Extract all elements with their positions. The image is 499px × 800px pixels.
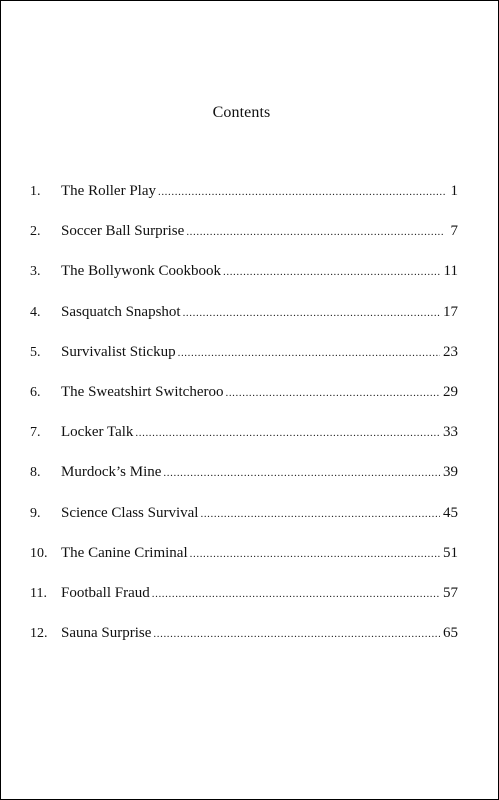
entry-page-number: 1: [450, 183, 458, 199]
entry-title: The Roller Play: [61, 183, 156, 199]
toc-entry: [30, 545, 458, 585]
table-of-contents: [30, 183, 458, 665]
toc-entry: [30, 344, 458, 384]
entry-number: 7.: [30, 425, 41, 441]
entry-title: Locker Talk: [61, 424, 134, 441]
entry-page-number: 45: [443, 504, 458, 521]
entry-title: Sauna Surprise: [61, 625, 152, 642]
entry-title: Soccer Ball Surprise: [61, 223, 185, 240]
toc-entry: [30, 304, 458, 344]
toc-entry: [30, 585, 458, 625]
entry-number: 3.: [30, 264, 41, 280]
entry-page-number: 57: [443, 584, 458, 601]
dot-leader: [190, 548, 440, 560]
dot-leader: [223, 266, 441, 278]
entry-page-number: 65: [443, 625, 458, 642]
entry-number: 4.: [30, 304, 41, 320]
entry-number: 9.: [30, 505, 41, 521]
entry-page-number: 11: [443, 263, 458, 280]
dot-leader: [153, 628, 440, 640]
dot-leader: [152, 588, 440, 600]
toc-entry: [30, 183, 458, 223]
dot-leader: [178, 347, 440, 359]
toc-entry: [30, 263, 458, 303]
entry-page-number: 17: [443, 303, 458, 320]
entry-title: The Sweatshirt Switcheroo: [61, 383, 224, 400]
toc-entry: [30, 625, 458, 665]
entry-title: Sasquatch Snapshot: [61, 303, 181, 320]
entry-page-number: 39: [443, 464, 458, 481]
dot-leader: [135, 427, 440, 439]
entry-number: 1.: [30, 184, 41, 199]
toc-entry: [30, 464, 458, 504]
entry-number: 11.: [30, 585, 47, 601]
entry-title: The Canine Criminal: [61, 544, 188, 561]
entry-title: Science Class Survival: [61, 504, 199, 521]
entry-number: 10.: [30, 545, 48, 561]
dot-leader: [225, 387, 440, 399]
dot-leader: [163, 467, 440, 479]
entry-number: 12.: [30, 626, 48, 642]
dot-leader: [183, 307, 440, 319]
entry-number: 2.: [30, 224, 41, 240]
entry-title: Survivalist Stickup: [61, 343, 176, 360]
entry-page-number: 23: [443, 343, 458, 360]
entry-number: 5.: [30, 344, 41, 360]
toc-entry: [30, 384, 458, 424]
entry-page-number: 7: [450, 223, 458, 240]
entry-page-number: 33: [443, 424, 458, 441]
entry-page-number: 51: [443, 544, 458, 561]
dot-leader: [186, 226, 445, 238]
toc-entry: [30, 223, 458, 263]
entry-number: 6.: [30, 384, 41, 400]
entry-title: The Bollywonk Cookbook: [61, 263, 221, 280]
dot-leader: [158, 186, 445, 198]
entry-title: Football Fraud: [61, 584, 150, 601]
toc-entry: [30, 505, 458, 545]
entry-page-number: 29: [443, 383, 458, 400]
entry-number: 8.: [30, 465, 41, 481]
toc-entry: [30, 424, 458, 464]
page-title: Contents: [212, 104, 271, 121]
dot-leader: [200, 508, 440, 520]
entry-title: Murdock’s Mine: [61, 464, 162, 481]
